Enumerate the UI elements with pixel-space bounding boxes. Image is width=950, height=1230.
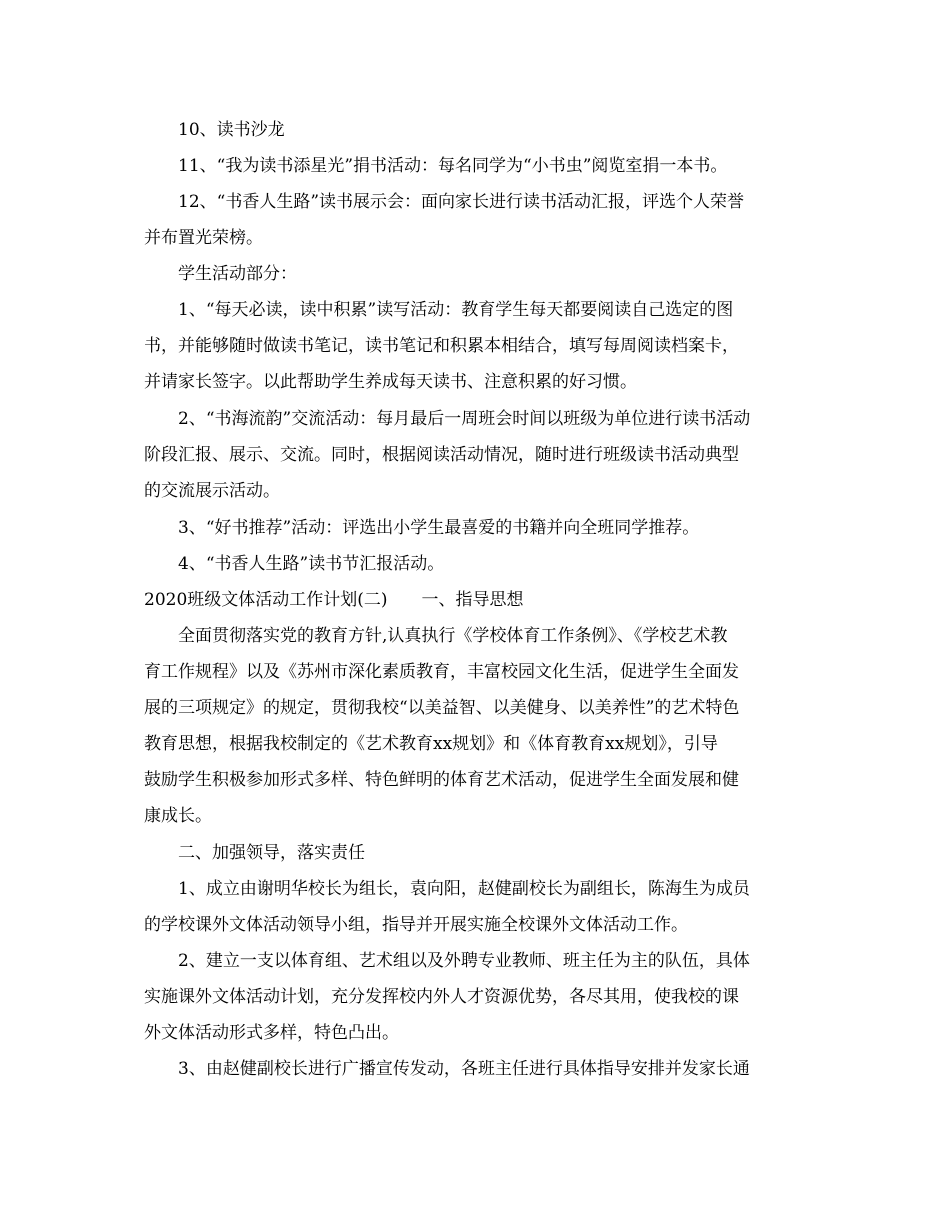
text-line-25: 实施课外文体活动计划，充分发挥校内外人才资源优势，各尽其用，使我校的课: [144, 987, 739, 1007]
text-line-26: 外文体活动形式多样，特色凸出。: [144, 1023, 399, 1043]
text-line-9: 2、“书海流韵”交流活动：每月最后一周班会时间以班级为单位进行读书活动: [178, 409, 751, 429]
text-line-1: 10、读书沙龙: [178, 120, 285, 140]
text-line-21: 二、加强领导，落实责任: [178, 843, 365, 863]
text-line-24: 2、建立一支以体育组、艺术组以及外聘专业教师、班主任为主的队伍，具体: [178, 951, 750, 971]
text-line-7: 书，并能够随时做读书笔记，读书笔记和积累本相结合，填写每周阅读档案卡，: [144, 336, 739, 356]
text-line-12: 3、“好书推荐”活动：评选出小学生最喜爱的书籍并向全班同学推荐。: [178, 518, 700, 538]
text-line-13: 4、“书香人生路”读书节汇报活动。: [178, 554, 445, 574]
text-line-6: 1、“每天必读，读中积累”读写活动：教育学生每天都要阅读自己选定的图: [178, 300, 734, 320]
text-line-22: 1、成立由谢明华校长为组长，袁向阳，赵健副校长为副组长，陈海生为成员: [178, 879, 750, 899]
text-line-10: 阶段汇报、展示、交流。同时，根据阅读活动情况，随时进行班级读书活动典型: [144, 445, 739, 465]
text-line-16: 育工作规程》以及《苏州市深化素质教育，丰富校园文化生活，促进学生全面发: [144, 662, 739, 682]
text-line-3: 12、“书香人生路”读书展示会：面向家长进行读书活动汇报，评选个人荣誉: [178, 192, 745, 212]
text-line-14: 2020班级文体活动工作计划(二) 一、指导思想: [144, 590, 524, 610]
text-line-23: 的学校课外文体活动领导小组，指导并开展实施全校课外文体活动工作。: [144, 915, 688, 935]
text-line-27: 3、由赵健副校长进行广播宣传发动，各班主任进行具体指导安排并发家长通: [178, 1059, 750, 1079]
text-line-20: 康成长。: [144, 806, 212, 826]
text-line-17: 展的三项规定》的规定，贯彻我校“以美益智、以美健身、以美养性”的艺术特色: [144, 698, 740, 718]
text-line-19: 鼓励学生积极参加形式多样、特色鲜明的体育艺术活动，促进学生全面发展和健: [144, 770, 739, 790]
text-line-4: 并布置光荣榜。: [144, 228, 263, 248]
text-line-15: 全面贯彻落实党的教育方针,认真执行《学校体育工作条例》、《学校艺术教: [178, 626, 728, 646]
text-line-2: 11、“我为读书添星光”捐书活动：每名同学为“小书虫”阅览室捐一本书。: [178, 156, 728, 176]
text-line-8: 并请家长签字。以此帮助学生养成每天读书、注意积累的好习惯。: [144, 372, 637, 392]
text-line-5: 学生活动部分：: [178, 264, 297, 284]
text-line-18: 教育思想，根据我校制定的《艺术教育xx规划》和《体育教育xx规划》，引导: [144, 734, 718, 754]
text-line-11: 的交流展示活动。: [144, 481, 280, 501]
